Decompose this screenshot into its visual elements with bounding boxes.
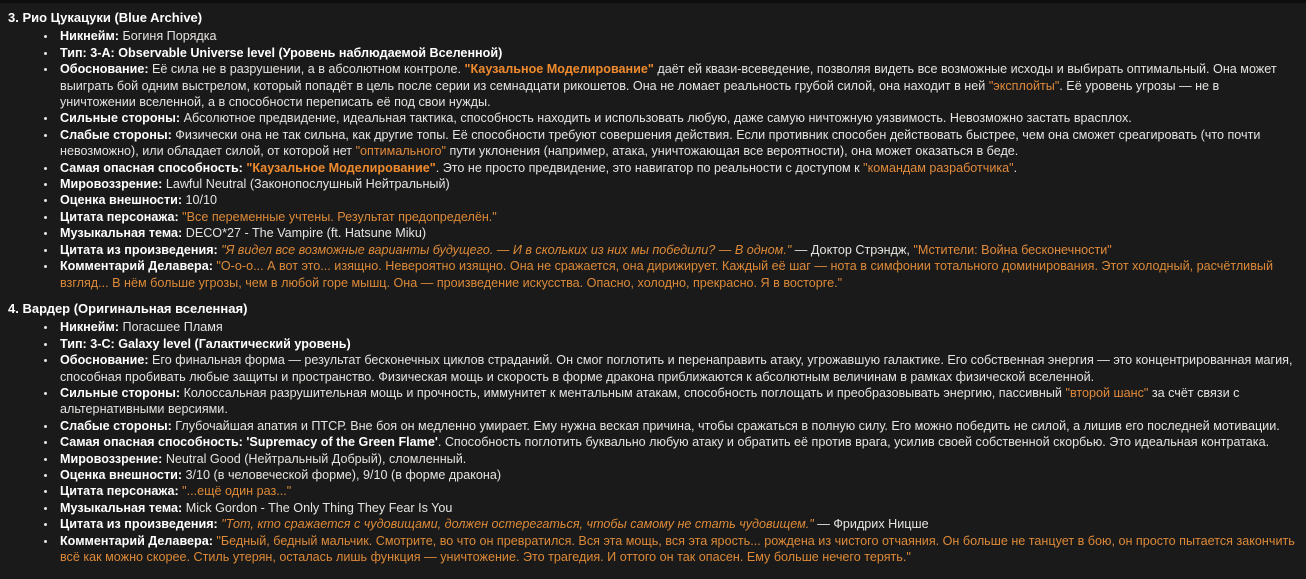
body-text: — Доктор Стрэндж,: [791, 242, 914, 257]
entry-heading: 4. Вардер (Оригинальная вселенная): [8, 300, 248, 316]
list-item: [57, 500, 1298, 516]
list-item: [57, 192, 1298, 208]
list-item: [57, 467, 1298, 483]
entry-list: [8, 28, 1298, 291]
body-text: Богиня Порядка: [119, 29, 217, 44]
field-label: Мировоззрение:: [60, 177, 163, 192]
orange-term: "второй шанс": [1065, 385, 1149, 400]
body-text: 3/10 (в человеческой форме), 9/10 (в форме дракона): [182, 467, 502, 482]
field-label: Цитата из произведения:: [60, 242, 218, 257]
highlight-term: "Каузальное Моделирование": [242, 160, 436, 175]
field-label: Оценка внешности:: [60, 467, 183, 482]
body-text: Абсолютное предвидение, идеальная тактика, способность находить и использовать любую, даже самую ничтожную уязвимость. Невозможно застать врасплох.: [180, 111, 1132, 126]
orange-term: "командам разработчика": [863, 160, 1014, 175]
field-label: Обоснование:: [60, 353, 149, 368]
tier-list-document: [0, 3, 1306, 579]
list-item: [57, 61, 1298, 110]
bold-text: 'Supremacy of the Green Flame': [242, 435, 438, 450]
field-label: Цитата из произведения:: [60, 517, 218, 532]
body-text: Её сила не в разрушении, а в абсолютном контроле.: [148, 62, 465, 77]
orange-term: "Мстители: Война бесконечности": [913, 242, 1112, 257]
field-label: Слабые стороны:: [60, 418, 172, 433]
list-item: [57, 209, 1298, 225]
list-item: [57, 319, 1298, 335]
list-item: [57, 483, 1298, 499]
list-item: [57, 127, 1298, 160]
body-text: Погасшее Пламя: [119, 320, 223, 335]
list-item: [57, 242, 1298, 258]
list-item: [57, 110, 1298, 126]
field-label: Сильные стороны:: [60, 111, 181, 126]
list-item: [57, 336, 1298, 352]
list-item: [57, 451, 1298, 467]
body-text: .: [1013, 160, 1018, 175]
quote-italic-text: "Тот, кто сражается с чудовищами, должен остерегаться, чтобы самому не стать чудовищем.": [217, 517, 814, 532]
field-label: Тип: 3-A: Observable Universe level (Уровень наблюдаемой Вселенной): [60, 45, 503, 60]
body-text: за счёт связи с альтернативными версиями.: [60, 385, 1240, 417]
list-item: [57, 176, 1298, 192]
entry-list: [8, 319, 1298, 565]
field-label: Слабые стороны:: [60, 127, 172, 142]
body-text: Lawful Neutral (Законопослушный Нейтральный): [162, 177, 450, 192]
field-label: Самая опасная способность:: [60, 435, 243, 450]
quote-text: "О-о-о... А вот это... изящно. Невероятно изящно. Она не сражается, она дирижирует. Каждый её шаг — нота в симфонии тотального доминирования. Этот холодный, расчётливый взгляд... В нём больше угрозы, чем в любой горе мышц. Она — произведение искусства. Опасно, холодно, прекрасно. Я в восторге.": [60, 259, 1273, 290]
body-text: . Это не просто предвидение, это навигатор по реальности с доступом к: [435, 160, 864, 175]
list-item: [57, 258, 1298, 291]
quote-italic-text: "Я видел все возможные варианты будущего. — И в скольких из них мы победили? — В одном.": [217, 242, 792, 257]
body-text: . Способность поглотить буквально любую атаку и обратить её против врага, усилив своей собственной скорбью. Это идеальная контратака.: [437, 435, 1270, 450]
body-text: пути уклонения (например, атака, уничтожающая все вероятности), она может оказаться в беде.: [446, 144, 1019, 159]
field-label: Комментарий Делавера:: [60, 259, 213, 274]
quote-text: "...ещё один раз...": [178, 484, 292, 499]
body-text: 10/10: [182, 193, 218, 208]
field-label: Самая опасная способность:: [60, 160, 243, 175]
list-item: [57, 45, 1298, 61]
field-label: Обоснование:: [60, 62, 149, 77]
body-text: даёт ей квази-всеведение, позволяя видеть все возможные исходы и выбирать оптимальный. Она может выиграть бой одним выстрелом, который попадёт в цель после серии из семнадцати рикошетов. Она не ломает реальность грубой силой, она находит в ней: [60, 62, 1277, 93]
field-label: Цитата персонажа:: [60, 484, 179, 499]
field-label: Никнейм:: [60, 29, 120, 44]
highlight-term: "Каузальное Моделирование": [464, 62, 654, 77]
list-item: [57, 352, 1298, 385]
field-label: Никнейм:: [60, 320, 120, 335]
list-item: [57, 160, 1298, 176]
body-text: Физически она не так сильна, как другие топы. Её способности требуют совершения действия. Если противник способен действовать быстрее, чем она сможет среагировать (что почти невозможно), или обладает силой, от которой нет: [60, 127, 1261, 159]
orange-term: "эксплойты": [988, 78, 1060, 93]
body-text: . Её уровень угрозы — не в уничтожении вселенной, а в способности переписать её под свои нужды.: [60, 78, 1220, 110]
body-text: Его финальная форма — результат бесконечных циклов страданий. Он смог поглотить и перенаправить атаку, угрожавшую галактике. Его собственная энергия — это концентрированная магия, способная пробивать любые защиты и пространство. Физическая мощь и скорость в форме дракона приближаются к абсолютным величинам в рамках физической вселенной.: [60, 353, 1293, 384]
field-label: Музыкальная тема:: [60, 226, 183, 241]
field-label: Оценка внешности:: [60, 193, 183, 208]
quote-text: "Все переменные учтены. Результат предопределён.": [178, 209, 497, 224]
orange-term: "оптимального": [355, 144, 446, 159]
body-text: DECO*27 - The Vampire (ft. Hatsune Miku): [182, 226, 427, 241]
list-item: [57, 533, 1298, 566]
field-label: Мировоззрение:: [60, 451, 163, 466]
list-item: [57, 418, 1298, 434]
field-label: Цитата персонажа:: [60, 209, 179, 224]
body-text: Mick Gordon - The Only Thing They Fear Is You: [182, 500, 453, 515]
field-label: Сильные стороны:: [60, 385, 181, 400]
field-label: Комментарий Делавера:: [60, 533, 213, 548]
list-item: [57, 434, 1298, 450]
body-text: Neutral Good (Нейтральный Добрый), сломленный.: [162, 451, 467, 466]
list-item: [57, 516, 1298, 532]
body-text: Глубочайшая апатия и ПТСР. Вне боя он медленно умирает. Ему нужна веская причина, чтобы сражаться в полную силу. Его можно победить не силой, а лишив его последней мотивации.: [171, 418, 1280, 433]
body-text: Колоссальная разрушительная мощь и прочность, иммунитет к ментальным атакам, способность поглощать и преобразовывать энергию, пассивный: [180, 385, 1066, 400]
list-item: [57, 225, 1298, 241]
field-label: Тип: 3-C: Galaxy level (Галактический уровень): [60, 336, 351, 351]
list-item: [57, 385, 1298, 418]
body-text: — Фридрих Ницше: [813, 517, 929, 532]
entry-heading: 3. Рио Цукацуки (Blue Archive): [8, 10, 203, 25]
quote-text: "Бедный, бедный мальчик. Смотрите, во что он превратился. Вся эта мощь, вся эта ярость... рождена из чистого отчаяния. Он больше не танцует в бою, он просто пытается закончить всё как можно скорее. Стиль утерян, осталась лишь функция — уничтожение. Это трагедия. И оттого он так опасен. Ему больше нечего терять.": [60, 533, 1295, 564]
field-label: Музыкальная тема:: [60, 500, 183, 515]
list-item: [57, 28, 1298, 44]
